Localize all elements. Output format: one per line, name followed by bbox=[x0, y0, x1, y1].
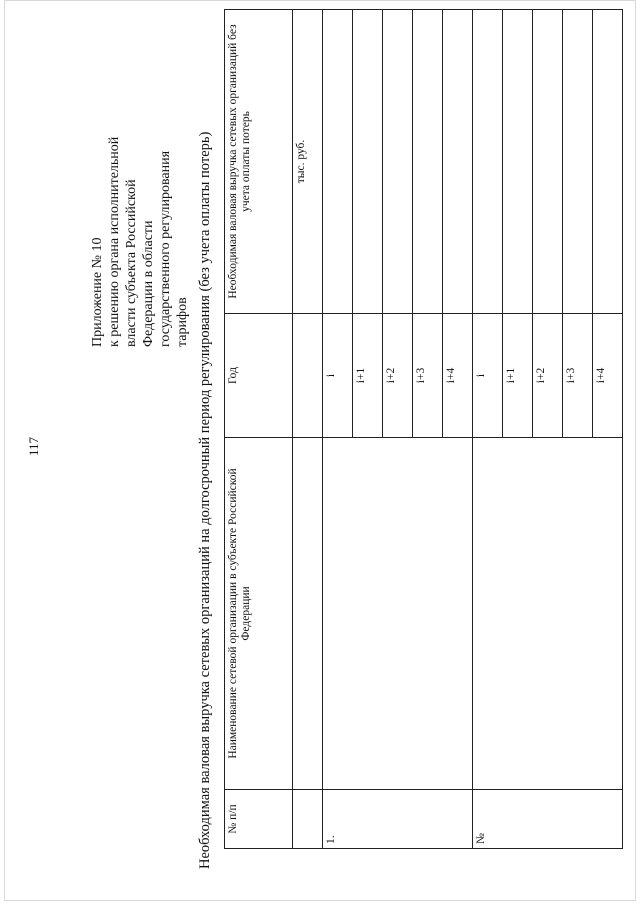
document-title: Необходимая валовая выручка сетевых организаций на долгосрочный период регулирования (без учета оплаты потерь) bbox=[197, 131, 213, 869]
appendix-line: тарифов bbox=[175, 297, 190, 347]
appendix-line: Приложение № 10 bbox=[90, 237, 105, 347]
revenue-cell bbox=[503, 10, 533, 314]
year-cell: i+1 bbox=[503, 314, 533, 438]
year-cell: i bbox=[473, 314, 503, 438]
table-cell bbox=[293, 438, 323, 790]
year-cell: i+3 bbox=[563, 314, 593, 438]
group-num: № bbox=[473, 790, 623, 849]
revenue-cell bbox=[443, 10, 473, 314]
header-year: Год bbox=[225, 314, 293, 438]
revenue-cell bbox=[323, 10, 353, 314]
revenue-cell bbox=[593, 10, 623, 314]
appendix-line: Федерации в области bbox=[141, 220, 156, 347]
year-cell: i+1 bbox=[353, 314, 383, 438]
year-cell: i+3 bbox=[413, 314, 443, 438]
page-number: 117 bbox=[26, 436, 41, 456]
header-revenue-label: Необходимая валовая выручка сетевых организаций без учета оплаты потерь bbox=[227, 24, 252, 299]
year-cell: i+2 bbox=[533, 314, 563, 438]
table-row bbox=[323, 10, 353, 849]
appendix-line: власти субъекта Российской bbox=[124, 179, 139, 347]
revenue-cell bbox=[533, 10, 563, 314]
table-header-row bbox=[225, 10, 293, 849]
revenue-table bbox=[224, 9, 623, 849]
year-cell: i+2 bbox=[383, 314, 413, 438]
header-num: № п/п bbox=[225, 790, 293, 849]
revenue-cell bbox=[353, 10, 383, 314]
org-name-cell bbox=[323, 438, 473, 790]
unit-cell: тыс. руб. bbox=[293, 10, 323, 314]
header-name: Наименование сетевой организации в субъекте Российской Федерации bbox=[225, 438, 293, 790]
revenue-cell bbox=[383, 10, 413, 314]
unit-row bbox=[293, 10, 323, 849]
table-row bbox=[473, 10, 503, 849]
revenue-cell bbox=[413, 10, 443, 314]
revenue-cell bbox=[563, 10, 593, 314]
year-cell: i bbox=[323, 314, 353, 438]
appendix-line: государственного регулирования bbox=[158, 150, 173, 347]
year-cell: i+4 bbox=[593, 314, 623, 438]
appendix-block bbox=[89, 87, 191, 347]
table-cell bbox=[293, 790, 323, 849]
org-name-cell bbox=[473, 438, 623, 790]
revenue-cell bbox=[473, 10, 503, 314]
header-revenue bbox=[225, 10, 293, 314]
year-cell: i+4 bbox=[443, 314, 473, 438]
table-cell bbox=[293, 314, 323, 438]
appendix-line: к решению органа исполнительной bbox=[107, 136, 122, 347]
group-num: 1. bbox=[323, 790, 473, 849]
